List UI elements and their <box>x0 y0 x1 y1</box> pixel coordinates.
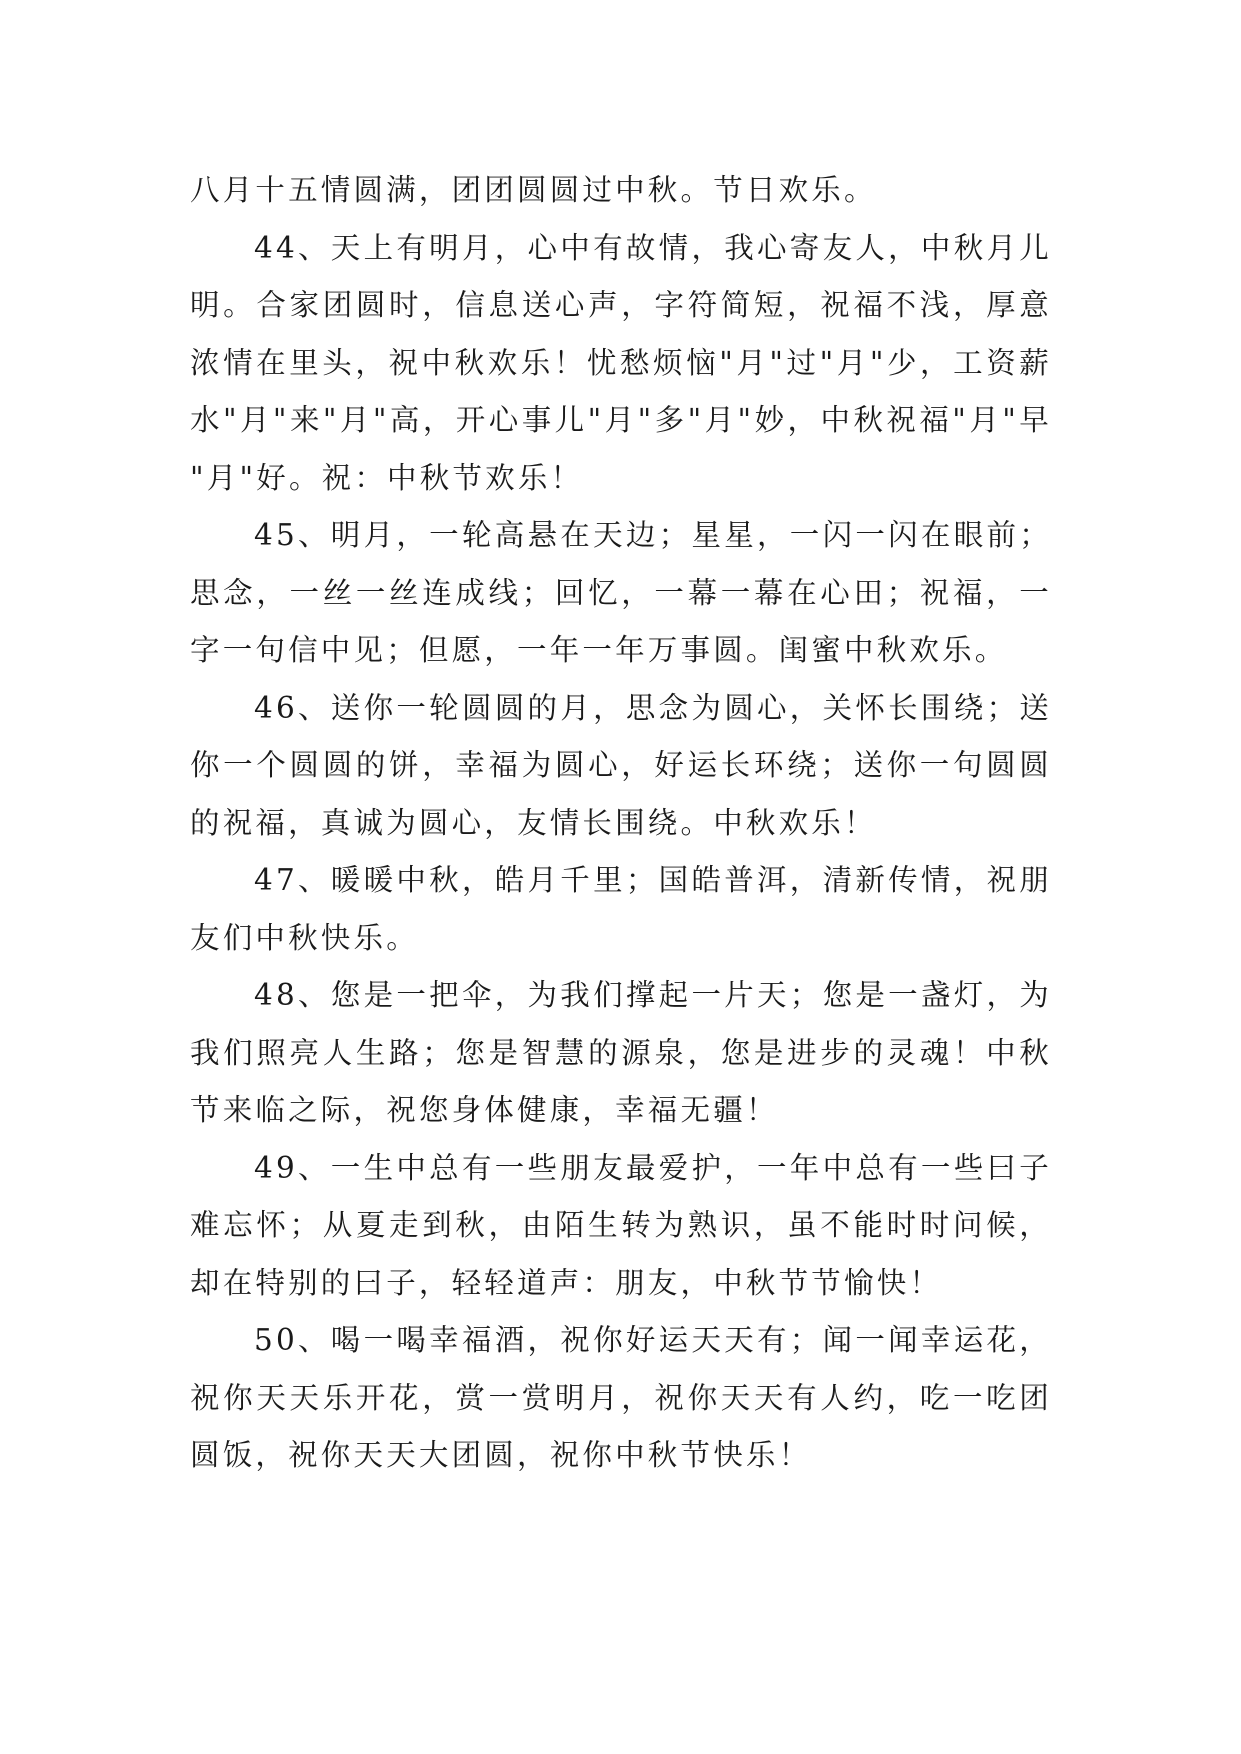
document-body <box>190 162 1052 1485</box>
paragraph-44: 44、天上有明月，心中有故情，我心寄友人，中秋月儿明。合家团圆时，信息送心声，字符简短，祝福不浅，厚意浓情在里头，祝中秋欢乐！忧愁烦恼"月"过"月"少，工资薪水"月"来"月"高，开心事儿"月"多"月"妙，中秋祝福"月"早"月"好。祝：中秋节欢乐！ <box>190 230 1052 495</box>
paragraph-48: 48、您是一把伞，为我们撑起一片天；您是一盏灯，为我们照亮人生路；您是智慧的源泉，您是进步的灵魂！中秋节来临之际，祝您身体健康，幸福无疆！ <box>190 978 1052 1127</box>
paragraph-continuation: 八月十五情圆满，团团圆圆过中秋。节日欢乐。 <box>190 173 877 207</box>
paragraph-47: 47、暖暖中秋，皓月千里；国皓普洱，清新传情，祝朋友们中秋快乐。 <box>190 863 1052 955</box>
paragraph-50: 50、喝一喝幸福酒，祝你好运天天有；闻一闻幸运花，祝你天天乐开花，赏一赏明月，祝你天天有人约，吃一吃团圆饭，祝你天天大团圆，祝你中秋节快乐！ <box>190 1323 1052 1472</box>
paragraph-49: 49、一生中总有一些朋友最爱护，一年中总有一些曰子难忘怀；从夏走到秋，由陌生转为熟识，虽不能时时问候，却在特别的曰子，轻轻道声：朋友，中秋节节愉快！ <box>190 1150 1052 1300</box>
paragraph-45: 45、明月，一轮高悬在天边；星星，一闪一闪在眼前；思念，一丝一丝连成线；回忆，一幕一幕在心田；祝福，一字一句信中见；但愿，一年一年万事圆。闺蜜中秋欢乐。 <box>190 518 1052 667</box>
paragraph-46: 46、送你一轮圆圆的月，思念为圆心，关怀长围绕；送你一个圆圆的饼，幸福为圆心，好运长环绕；送你一句圆圆的祝福，真诚为圆心，友情长围绕。中秋欢乐！ <box>190 690 1052 840</box>
